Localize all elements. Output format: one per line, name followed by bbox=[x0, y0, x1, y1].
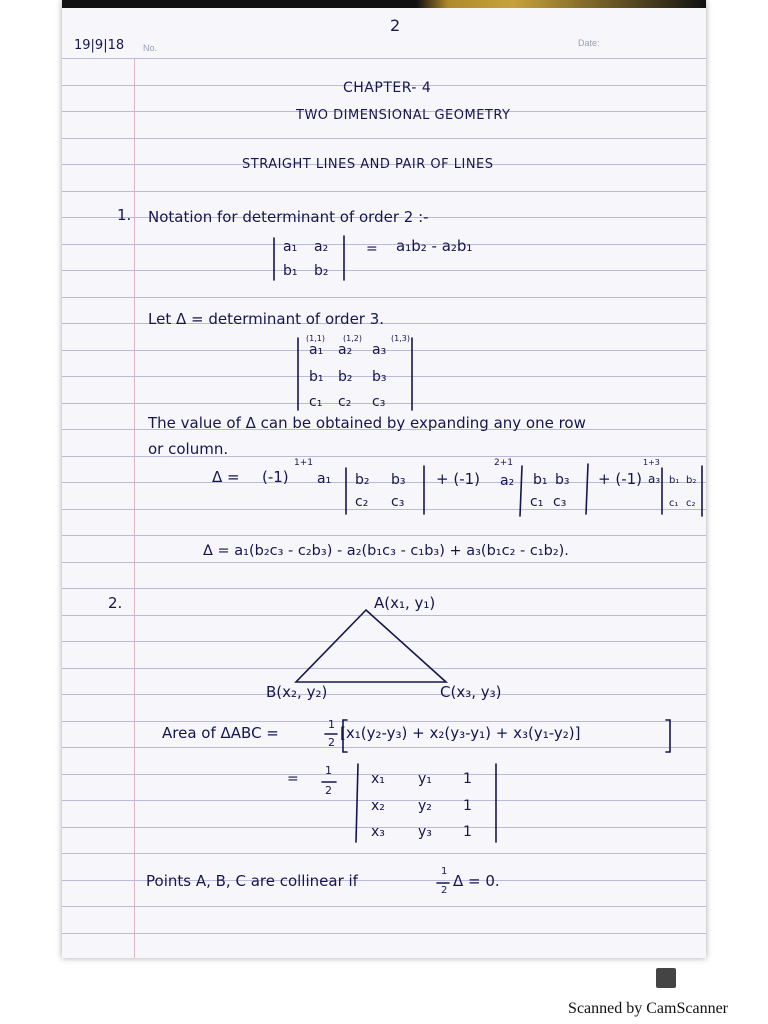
det3-r1c3: a₃ bbox=[372, 342, 387, 358]
notation-heading: Notation for determinant of order 2 :- bbox=[148, 208, 429, 226]
term2-minor-r2c2: c₃ bbox=[553, 494, 567, 510]
det-area-r3c3: 1 bbox=[463, 824, 472, 840]
det-area-r3c2: y₃ bbox=[418, 824, 432, 840]
area-expression: [x₁(y₂-y₃) + x₂(y₃-y₁) + x₃(y₁-y₂)] bbox=[340, 724, 581, 742]
term3-minor-r1c2: b₂ bbox=[686, 475, 697, 486]
det-area-fraction-numerator: 1 bbox=[325, 764, 332, 777]
area-fraction-numerator: 1 bbox=[328, 718, 335, 731]
det3-index-1: (1,1) bbox=[306, 334, 325, 343]
det-area-equals: = bbox=[287, 771, 299, 787]
term2-coefficient: a₂ bbox=[500, 473, 515, 489]
chapter-title: CHAPTER- 4 bbox=[343, 80, 432, 96]
det3-r3c1: c₁ bbox=[309, 394, 323, 410]
det3-index-3: (1,3) bbox=[391, 334, 410, 343]
camscanner-logo bbox=[656, 968, 676, 988]
area-right-bracket bbox=[666, 720, 670, 752]
det-area-r3c1: x₃ bbox=[371, 824, 385, 840]
vertex-b-label: B(x₂, y₂) bbox=[266, 683, 328, 701]
term1-minor-r2c1: c₂ bbox=[355, 494, 369, 510]
no-label: No. bbox=[143, 43, 158, 53]
area-fraction-denominator: 2 bbox=[328, 736, 335, 749]
scanner-watermark: Scanned by CamScanner bbox=[568, 1000, 728, 1017]
section-1-number: 1. bbox=[117, 206, 132, 224]
det-area-r1c1: x₁ bbox=[371, 771, 385, 787]
section-2-number: 2. bbox=[108, 594, 123, 612]
det-area-r2c1: x₂ bbox=[371, 798, 385, 814]
det3-r2c3: b₃ bbox=[372, 369, 387, 385]
term3-minor-r1c1: b₁ bbox=[669, 475, 680, 486]
subject-title: TWO DIMENSIONAL GEOMETRY bbox=[296, 108, 511, 123]
triangle-abc bbox=[296, 610, 446, 682]
page-number: 2 bbox=[390, 16, 401, 35]
term2-minor-r1c2: b₃ bbox=[555, 472, 570, 488]
topic-title: STRAIGHT LINES AND PAIR OF LINES bbox=[242, 157, 494, 172]
det-area-r1c3: 1 bbox=[463, 771, 472, 787]
term1-sign: (-1) bbox=[262, 468, 289, 486]
det3-r1c1: a₁ bbox=[309, 342, 324, 358]
area-left-bracket bbox=[343, 720, 347, 752]
expansion-lhs: Δ = bbox=[212, 468, 240, 486]
term1-minor-r1c1: b₂ bbox=[355, 472, 370, 488]
term3-coefficient: a₃ bbox=[648, 472, 661, 486]
term1-coefficient: a₁ bbox=[317, 471, 332, 487]
area-label: Area of ΔABC = bbox=[162, 724, 279, 742]
term3-minor-r2c1: c₁ bbox=[669, 498, 679, 509]
det2-equals: = bbox=[366, 241, 378, 257]
minor2-left-bar bbox=[520, 466, 522, 516]
term2-sign: + (-1) bbox=[436, 470, 480, 488]
det3-r2c1: b₁ bbox=[309, 369, 324, 385]
collinear-fraction-numerator: 1 bbox=[441, 866, 448, 877]
term2-exponent: 2+1 bbox=[494, 458, 513, 468]
vertex-c-label: C(x₃, y₃) bbox=[440, 683, 502, 701]
final-expansion: Δ = a₁(b₂c₃ - c₂b₃) - a₂(b₁c₃ - c₁b₃) + a₃(b₁c₂ - c₁b₂). bbox=[203, 543, 569, 559]
det3-index-2: (1,2) bbox=[343, 334, 362, 343]
collinear-tail: Δ = 0. bbox=[453, 872, 500, 890]
minor2-right-bar bbox=[586, 464, 588, 514]
value-line-2: or column. bbox=[148, 440, 229, 458]
det-area-left-bar bbox=[356, 764, 358, 842]
term1-minor-r2c2: c₃ bbox=[391, 494, 405, 510]
term1-exponent: 1+1 bbox=[294, 458, 313, 468]
term1-minor-r1c2: b₃ bbox=[391, 472, 406, 488]
det-area-r2c2: y₂ bbox=[418, 798, 432, 814]
det2-r1c1: a₁ bbox=[283, 239, 298, 255]
det-area-fraction-denominator: 2 bbox=[325, 784, 332, 797]
date-label: Date: bbox=[578, 38, 600, 48]
det3-r3c2: c₂ bbox=[338, 394, 352, 410]
det2-r2c2: b₂ bbox=[314, 263, 329, 279]
collinear-text: Points A, B, C are collinear if bbox=[146, 872, 358, 890]
vertex-a-label: A(x₁, y₁) bbox=[374, 594, 436, 612]
det-area-r1c2: y₁ bbox=[418, 771, 432, 787]
term3-sign: + (-1) bbox=[598, 470, 642, 488]
det3-r3c3: c₃ bbox=[372, 394, 386, 410]
det3-r1c2: a₂ bbox=[338, 342, 353, 358]
term2-minor-r2c1: c₁ bbox=[530, 494, 544, 510]
collinear-fraction-denominator: 2 bbox=[441, 885, 448, 896]
term2-minor-r1c1: b₁ bbox=[533, 472, 548, 488]
let-line: Let Δ = determinant of order 3. bbox=[148, 310, 385, 328]
value-line-1: The value of Δ can be obtained by expanding any one row bbox=[148, 414, 586, 432]
det2-r2c1: b₁ bbox=[283, 263, 298, 279]
term3-minor-r2c2: c₂ bbox=[686, 498, 696, 509]
det3-r2c2: b₂ bbox=[338, 369, 353, 385]
date-written: 19|9|18 bbox=[74, 38, 125, 53]
det2-r1c2: a₂ bbox=[314, 239, 329, 255]
det-area-r2c3: 1 bbox=[463, 798, 472, 814]
term3-exponent: 1+3 bbox=[643, 458, 660, 467]
det2-result: a₁b₂ - a₂b₁ bbox=[396, 237, 473, 255]
